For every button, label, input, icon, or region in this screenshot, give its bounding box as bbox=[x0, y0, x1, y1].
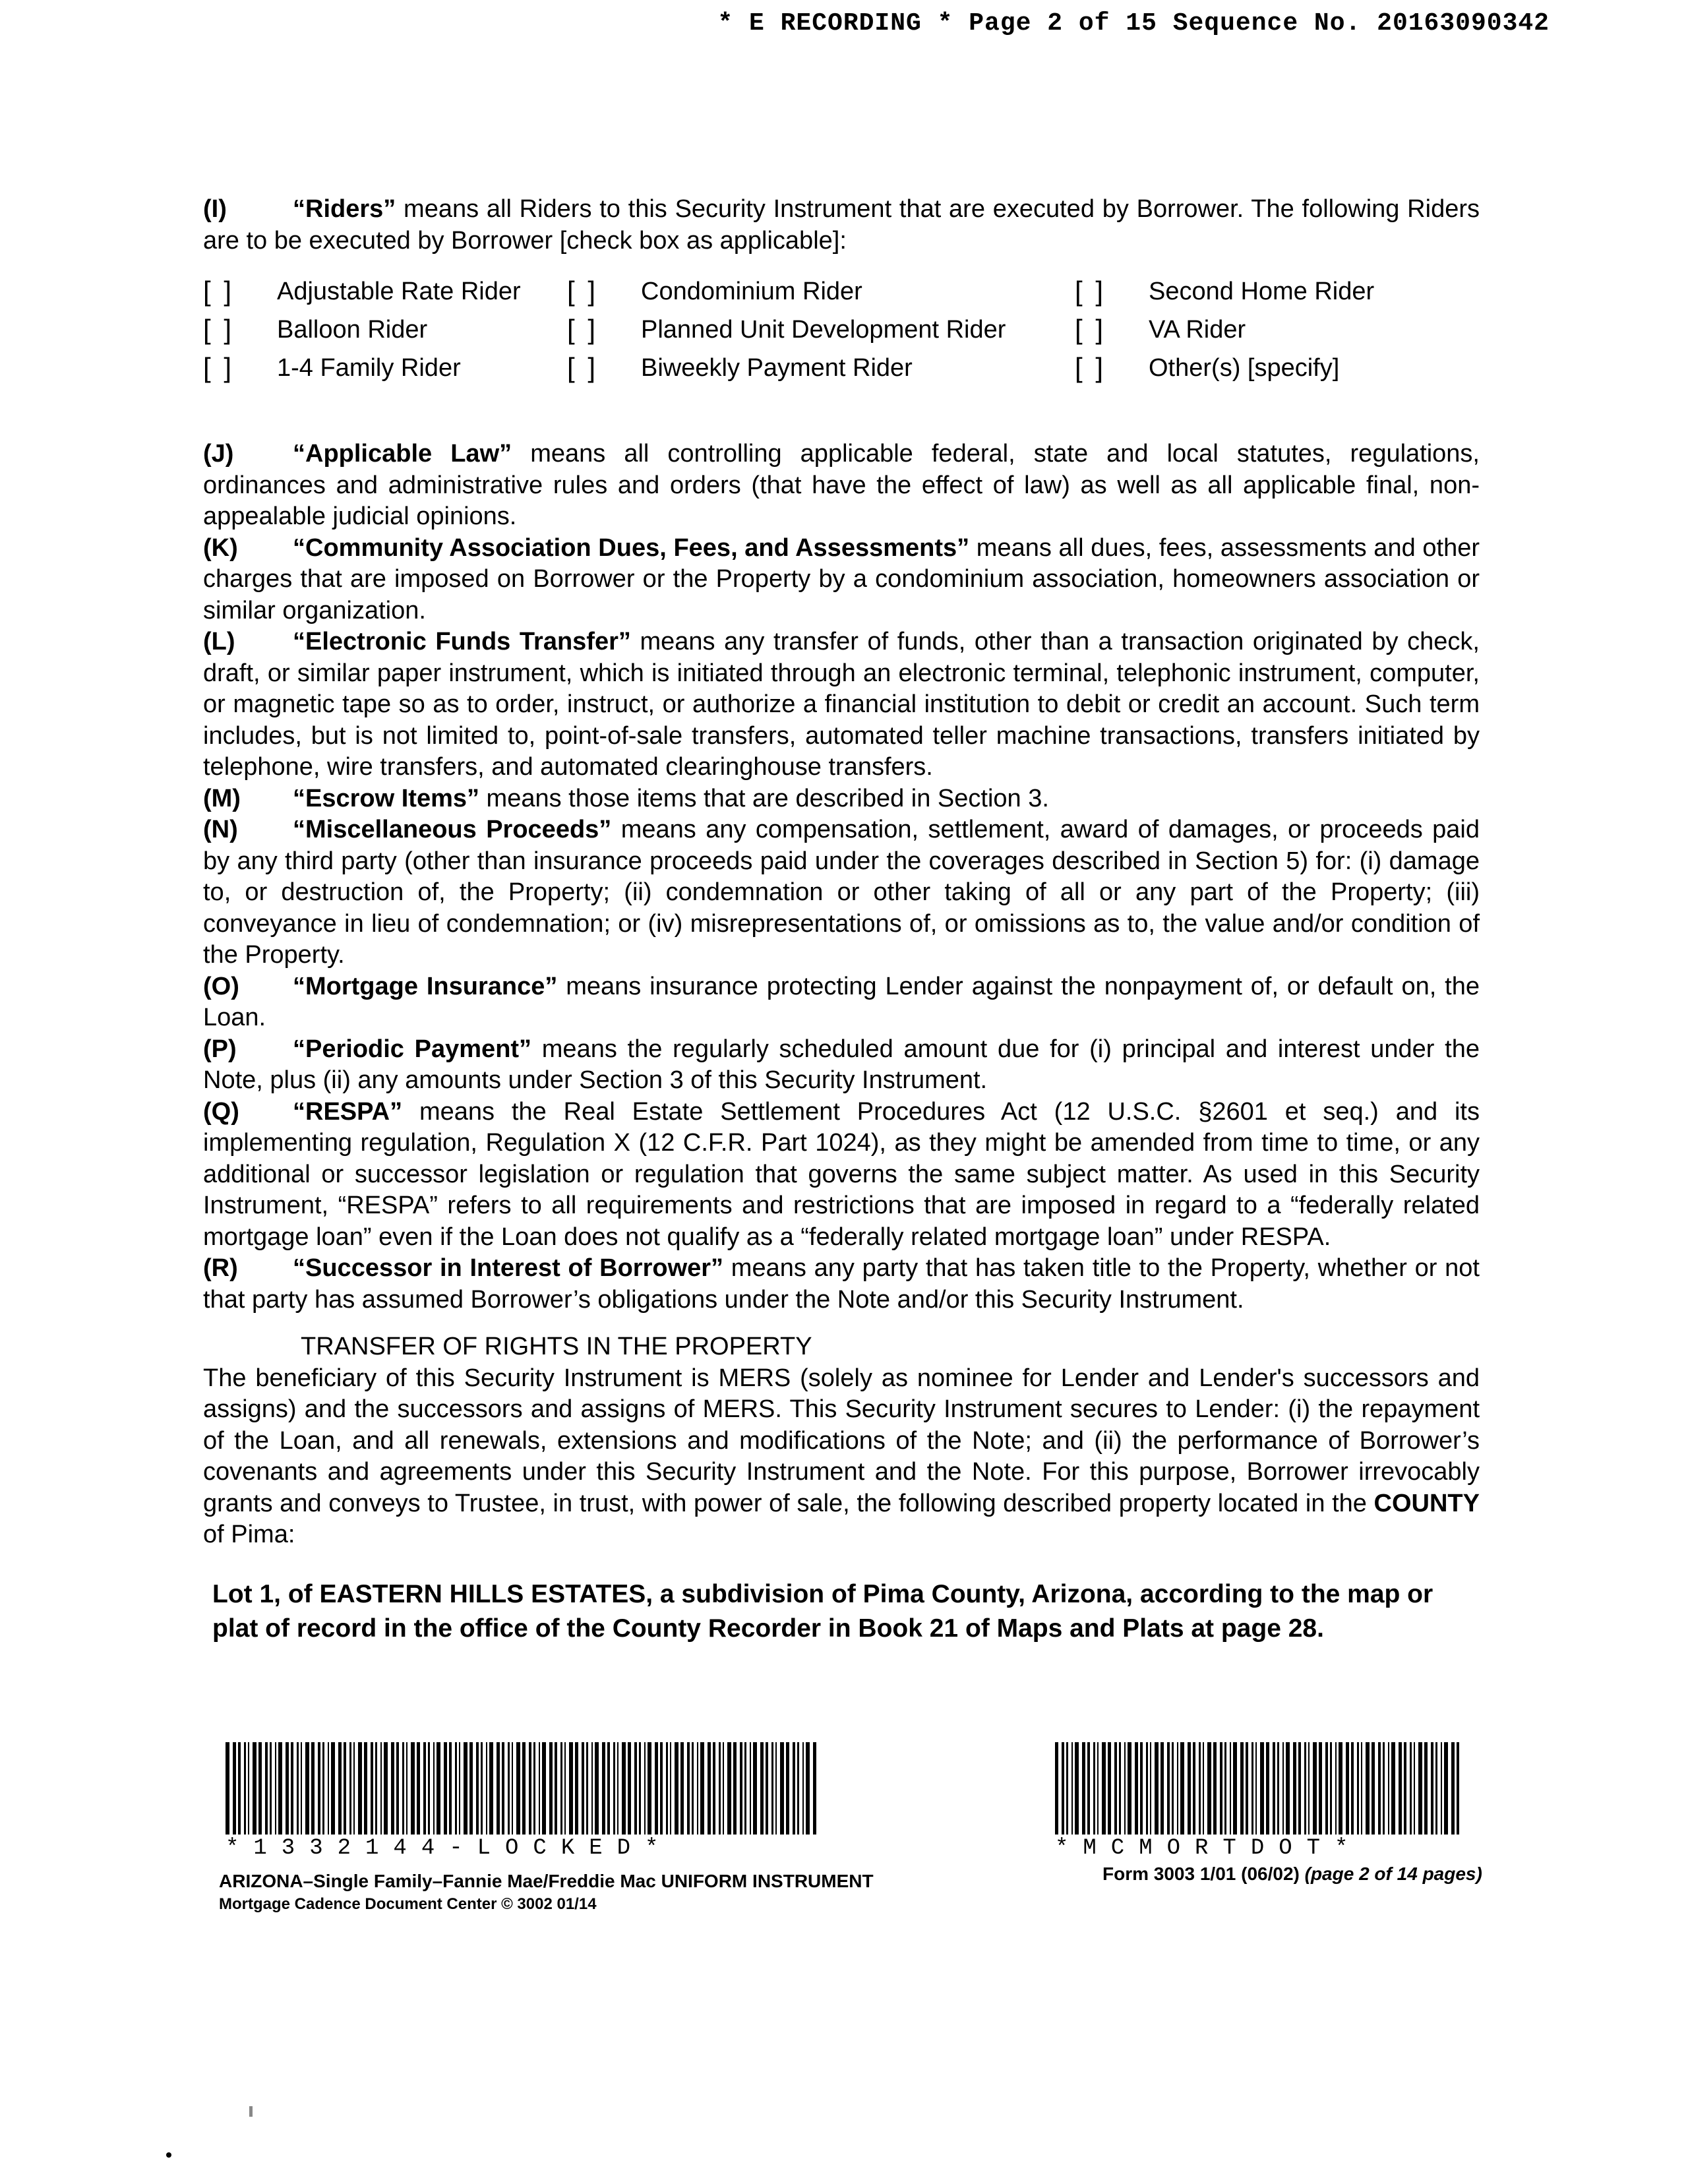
recording-header: * E RECORDING * Page 2 of 15 Sequence No. 20163090342 bbox=[717, 9, 1550, 38]
footer-form: Form 3003 1/01 (06/02) bbox=[1102, 1864, 1305, 1884]
section-heading: TRANSFER OF RIGHTS IN THE PROPERTY bbox=[301, 1333, 812, 1360]
barcode-bar bbox=[1444, 1742, 1448, 1835]
barcode-bar bbox=[1366, 1742, 1370, 1835]
barcode-bar bbox=[1313, 1742, 1317, 1835]
barcode-bar bbox=[1266, 1742, 1269, 1835]
barcode-bar bbox=[1404, 1742, 1406, 1835]
footer-page: (page 2 of 14 pages) bbox=[1304, 1864, 1482, 1884]
barcode-bar bbox=[248, 1742, 249, 1835]
barcode-bar bbox=[1391, 1742, 1395, 1835]
barcode-bar bbox=[1224, 1742, 1226, 1835]
definition-text: means the regularly scheduled amount due for (i) principal and interest under the Note, plus (ii) any amounts under Section 3 of this Security Instrument. bbox=[203, 1035, 1480, 1094]
barcode-bar bbox=[582, 1742, 584, 1835]
barcode-bar bbox=[265, 1742, 268, 1835]
barcode-bar bbox=[286, 1742, 289, 1835]
barcode-bar bbox=[375, 1742, 377, 1835]
barcode-right bbox=[1055, 1742, 1464, 1861]
barcode-bar bbox=[1177, 1742, 1178, 1835]
barcode-bar bbox=[733, 1742, 737, 1835]
rider-label: Planned Unit Development Rider bbox=[641, 316, 1006, 344]
definition-term: “Miscellaneous Proceeds” bbox=[293, 816, 612, 843]
barcode-bar bbox=[233, 1742, 236, 1835]
definition-item bbox=[203, 439, 1480, 533]
barcode-bar bbox=[331, 1742, 335, 1835]
barcode-bar bbox=[297, 1742, 299, 1835]
barcode-bar bbox=[508, 1742, 510, 1835]
barcode-bar bbox=[655, 1742, 658, 1835]
barcode-bar bbox=[516, 1742, 520, 1835]
barcode-bar bbox=[1286, 1742, 1290, 1835]
definition-letter: (M) bbox=[203, 784, 241, 812]
barcode-bar bbox=[1435, 1742, 1437, 1835]
barcode-bar bbox=[727, 1742, 731, 1835]
definition-term: “Community Association Dues, Fees, and Assessments” bbox=[293, 533, 970, 562]
rider-checkbox: [ ] bbox=[567, 314, 599, 345]
barcode-bar bbox=[1399, 1742, 1402, 1835]
barcode-bar bbox=[723, 1742, 724, 1835]
barcode-bar bbox=[1298, 1742, 1301, 1835]
barcode-bar bbox=[489, 1742, 493, 1835]
definition-term: “Periodic Payment” bbox=[293, 1035, 532, 1063]
footer-doc-center: Mortgage Cadence Document Center © 3002 01/14 bbox=[219, 1895, 597, 1913]
barcode-bar bbox=[1230, 1742, 1231, 1835]
barcode-bar bbox=[1451, 1742, 1455, 1835]
barcode-bar bbox=[1240, 1742, 1244, 1835]
definitions-list bbox=[203, 439, 1480, 1316]
barcode-bar bbox=[713, 1742, 715, 1835]
definition-text: means the Real Estate Settlement Procedures Act (12 U.S.C. §2601 et seq.) and its implementing regulation, Regulation X (12 C.F.R. Part 1024), as they might be amended from time to time, or any additional or successor legislation or regulation that governs the same subject matter. As used in this Security Instrument, “RESPA” refers to all requirements and restrictions that are imposed in regard to a “federally related mortgage loan” even if the Loan does not qualify as a “federally related mortgage loan” under RESPA. bbox=[203, 1097, 1480, 1251]
footer-left bbox=[219, 1869, 874, 1915]
barcode-bar bbox=[1378, 1742, 1381, 1835]
definition-item bbox=[203, 1253, 1480, 1316]
definition-item bbox=[203, 783, 1480, 815]
barcode-bar bbox=[753, 1742, 757, 1835]
barcode-bar bbox=[1457, 1742, 1459, 1835]
barcode-bar bbox=[1251, 1742, 1253, 1835]
barcode-bar bbox=[1124, 1742, 1126, 1835]
barcode-bar bbox=[1203, 1742, 1204, 1835]
barcode-bar bbox=[740, 1742, 742, 1835]
definition-term: “Successor in Interest of Borrower” bbox=[293, 1254, 724, 1282]
barcode-bar bbox=[708, 1742, 711, 1835]
barcode-bar bbox=[423, 1742, 426, 1835]
barcode-bar bbox=[1246, 1742, 1248, 1835]
definition-term: “RESPA” bbox=[293, 1097, 403, 1126]
barcode-bar bbox=[1255, 1742, 1257, 1835]
barcode-bar bbox=[1424, 1742, 1428, 1835]
barcode-bar bbox=[1293, 1742, 1296, 1835]
barcode-bar bbox=[766, 1742, 768, 1835]
barcode-bar bbox=[1361, 1742, 1362, 1835]
barcode-bar bbox=[449, 1742, 452, 1835]
rider-checkbox: [ ] bbox=[203, 314, 235, 345]
barcode-bar bbox=[1180, 1742, 1184, 1835]
rider-checkbox: [ ] bbox=[1075, 314, 1106, 345]
definition-item bbox=[203, 533, 1480, 627]
scan-speck bbox=[166, 2152, 171, 2158]
definition-letter: (P) bbox=[203, 1035, 237, 1063]
barcode-bar bbox=[459, 1742, 460, 1835]
barcode-bar bbox=[1260, 1742, 1264, 1835]
barcode-bar bbox=[628, 1742, 631, 1835]
rider-checkbox: [ ] bbox=[567, 276, 599, 307]
barcode-bar bbox=[1220, 1742, 1222, 1835]
barcode-bar bbox=[1282, 1742, 1284, 1835]
barcode-bar bbox=[411, 1742, 415, 1835]
barcode-bar bbox=[1383, 1742, 1385, 1835]
barcode-bar bbox=[1308, 1742, 1310, 1835]
rider-label: Biweekly Payment Rider bbox=[641, 354, 913, 382]
barcode-bar bbox=[744, 1742, 746, 1835]
barcode-bar bbox=[1372, 1742, 1375, 1835]
definition-item bbox=[203, 971, 1480, 1034]
barcode-bar bbox=[692, 1742, 694, 1835]
barcode-bar bbox=[1414, 1742, 1415, 1835]
barcode-bar bbox=[417, 1742, 420, 1835]
barcode-bar bbox=[1431, 1742, 1433, 1835]
barcode-bar bbox=[476, 1742, 479, 1835]
barcode-bar bbox=[384, 1742, 388, 1835]
barcode-bar bbox=[1335, 1742, 1337, 1835]
definition-letter: (O) bbox=[203, 972, 239, 1000]
barcode-bar bbox=[371, 1742, 373, 1835]
barcode-bar bbox=[1102, 1742, 1106, 1835]
barcode-bar bbox=[575, 1742, 578, 1835]
definition-item bbox=[203, 1097, 1480, 1254]
barcode-bar bbox=[497, 1742, 500, 1835]
barcode-left bbox=[226, 1742, 819, 1861]
definition-letter: (N) bbox=[203, 816, 238, 843]
barcode-bar bbox=[1155, 1742, 1159, 1835]
barcode-bar bbox=[1418, 1742, 1422, 1835]
rider-checkbox: [ ] bbox=[1075, 276, 1106, 307]
barcode-bar bbox=[270, 1742, 272, 1835]
barcode-bar bbox=[1114, 1742, 1117, 1835]
barcode-bar bbox=[1410, 1742, 1412, 1835]
rider-checkbox: [ ] bbox=[567, 352, 599, 383]
definition-term: “Electronic Funds Transfer” bbox=[293, 628, 631, 655]
definition-letter: (L) bbox=[203, 628, 235, 655]
barcode-bar bbox=[1093, 1742, 1095, 1835]
barcode-bar bbox=[564, 1742, 566, 1835]
document-body bbox=[203, 194, 1480, 1647]
definition-item bbox=[203, 626, 1480, 783]
definition-letter: (R) bbox=[203, 1254, 238, 1282]
barcode-bar bbox=[775, 1742, 777, 1835]
rider-label: Balloon Rider bbox=[277, 316, 428, 344]
rider-label: Adjustable Rate Rider bbox=[277, 278, 521, 305]
barcode-bar bbox=[1346, 1742, 1349, 1835]
barcode-bar bbox=[275, 1742, 276, 1835]
barcode-bar bbox=[700, 1742, 704, 1835]
definition-term: “Riders” bbox=[293, 195, 396, 223]
barcode-bar bbox=[1087, 1742, 1090, 1835]
barcode-bar bbox=[797, 1742, 799, 1835]
barcode-bar bbox=[1150, 1742, 1151, 1835]
definition-term: “Mortgage Insurance” bbox=[293, 972, 558, 1000]
definition-text: means all Riders to this Security Instrument that are executed by Borrower. The following Riders are to be executed by Borrower [check box as applicable]: bbox=[203, 195, 1480, 255]
barcode-bar bbox=[1199, 1742, 1201, 1835]
definition-text: means any party that has taken title to the Property, whether or not that party has assumed Borrower’s obligations under the Note and/or this Security Instrument. bbox=[203, 1254, 1480, 1314]
definition-item bbox=[203, 1034, 1480, 1097]
barcode-right-bars bbox=[1055, 1742, 1464, 1841]
rider-label: Second Home Rider bbox=[1149, 278, 1375, 305]
barcode-bar bbox=[322, 1742, 324, 1835]
barcode-right-text: *MCMORTDOT* bbox=[1055, 1836, 1363, 1861]
barcode-bar bbox=[539, 1742, 540, 1835]
barcode-bar bbox=[238, 1742, 241, 1835]
barcode-bar bbox=[349, 1742, 351, 1835]
barcode-bar bbox=[813, 1742, 816, 1835]
barcode-bar bbox=[1277, 1742, 1279, 1835]
barcode-bar bbox=[648, 1742, 651, 1835]
barcode-bar bbox=[1207, 1742, 1211, 1835]
barcode-bar bbox=[771, 1742, 773, 1835]
barcode-bar bbox=[1128, 1742, 1131, 1835]
definition-text: means insurance protecting Lender against the nonpayment of, or default on, the Loan. bbox=[203, 972, 1480, 1031]
definition-letter: (K) bbox=[203, 533, 238, 562]
barcode-bar bbox=[806, 1742, 810, 1835]
barcode-bar bbox=[522, 1742, 526, 1835]
rider-label: Condominium Rider bbox=[641, 278, 862, 305]
barcode-bar bbox=[802, 1742, 804, 1835]
barcode-bar bbox=[555, 1742, 557, 1835]
barcode-bar bbox=[502, 1742, 504, 1835]
barcode-bar bbox=[750, 1742, 751, 1835]
definition-text: means all dues, fees, assessments and other charges that are imposed on Borrower or the Property by a condominium association, homeowners association or similar organization. bbox=[203, 533, 1480, 624]
barcode-bar bbox=[486, 1742, 487, 1835]
barcode-bar bbox=[560, 1742, 562, 1835]
footer-instrument: ARIZONA–Single Family–Fannie Mae/Freddie Mac UNIFORM INSTRUMENT bbox=[219, 1871, 874, 1891]
barcode-bar bbox=[793, 1742, 795, 1835]
barcode-bar bbox=[780, 1742, 784, 1835]
barcode-bar bbox=[1071, 1742, 1073, 1835]
barcode-bar bbox=[1325, 1742, 1328, 1835]
barcode-bar bbox=[1055, 1742, 1058, 1835]
barcode-bar bbox=[1172, 1742, 1174, 1835]
barcode-bar bbox=[311, 1742, 315, 1835]
barcode-bar bbox=[529, 1742, 531, 1835]
barcode-bar bbox=[786, 1742, 789, 1835]
barcode-bar bbox=[533, 1742, 535, 1835]
definition-letter: (I) bbox=[203, 195, 227, 223]
barcode-bar bbox=[760, 1742, 764, 1835]
rider-label: 1-4 Family Rider bbox=[277, 354, 461, 382]
county-suffix: of Pima: bbox=[203, 1521, 295, 1548]
barcode-bar bbox=[364, 1742, 367, 1835]
barcode-bar bbox=[291, 1742, 293, 1835]
definition-term: “Applicable Law” bbox=[293, 440, 512, 468]
barcode-bar bbox=[358, 1742, 362, 1835]
definition-text: means any transfer of funds, other than a transaction originated by check, draft, or similar paper instrument, which is initiated through an electronic terminal, telephonic instrument, computer, or magnetic tape so as to order, instruct, or authorize a financial institution to debit or credit an account. Such term includes, but is not limited to, point-of-sale transfers, automated teller machine transactions, transfers initiated by telephone, wire transfers, and automated clearinghouse transfers. bbox=[203, 628, 1480, 781]
barcode-left-text: *1332144-LOCKED* bbox=[226, 1836, 673, 1861]
barcode-bar bbox=[1351, 1742, 1354, 1835]
barcode-bar bbox=[675, 1742, 678, 1835]
barcode-bar bbox=[1330, 1742, 1332, 1835]
barcode-bar bbox=[1339, 1742, 1342, 1835]
scan-speck bbox=[249, 2106, 253, 2117]
barcode-bar bbox=[719, 1742, 721, 1835]
barcode-bar bbox=[444, 1742, 447, 1835]
barcode-bar bbox=[244, 1742, 246, 1835]
barcode-bar bbox=[1075, 1742, 1079, 1835]
barcode-bar bbox=[687, 1742, 690, 1835]
barcode-bar bbox=[338, 1742, 342, 1835]
barcode-bar bbox=[549, 1742, 553, 1835]
riders-checklist bbox=[203, 272, 1480, 387]
barcode-left-bars bbox=[226, 1742, 819, 1841]
definition-text: means all controlling applicable federal, state and local statutes, regulations, ordinances and administrative rules and orders (that have the effect of law) as well as all applicable final, non-appealable judicial opinions. bbox=[203, 440, 1480, 530]
barcode-bar bbox=[301, 1742, 302, 1835]
barcode-bar bbox=[613, 1742, 615, 1835]
barcode-bar bbox=[353, 1742, 355, 1835]
barcode-bar bbox=[1108, 1742, 1111, 1835]
definition-text: means any compensation, settlement, award of damages, or proceeds paid by any third party (other than insurance proceeds paid under the coverages described in Section 5) for: (i) damage to, or destruction of, the Property; (ii) condemnation or other taking of all or any part of the Property; (iii) conveyance in lieu of condemnation; or (iv) misrepresentations of, or omissions as to, the value and/or condition of the Property. bbox=[203, 816, 1480, 969]
barcode-bar bbox=[1193, 1742, 1195, 1835]
barcode-bar bbox=[1066, 1742, 1068, 1835]
barcode-bar bbox=[380, 1742, 382, 1835]
barcode-bar bbox=[1140, 1742, 1143, 1835]
definition-letter: (J) bbox=[203, 440, 234, 468]
barcode-bar bbox=[697, 1742, 698, 1835]
barcode-bar bbox=[1388, 1742, 1389, 1835]
barcode-bar bbox=[569, 1742, 573, 1835]
rider-checkbox: [ ] bbox=[1075, 352, 1106, 383]
barcode-bar bbox=[1273, 1742, 1275, 1835]
barcode-bar bbox=[666, 1742, 668, 1835]
barcode-bar bbox=[455, 1742, 457, 1835]
barcode-bar bbox=[680, 1742, 684, 1835]
barcode-bar bbox=[1357, 1742, 1359, 1835]
barcode-bar bbox=[634, 1742, 637, 1835]
barcode-bar bbox=[1135, 1742, 1138, 1835]
barcode-bar bbox=[469, 1742, 473, 1835]
definition-term: “Escrow Items” bbox=[293, 784, 479, 812]
barcode-bar bbox=[542, 1742, 546, 1835]
barcode-bar bbox=[1119, 1742, 1121, 1835]
barcode-bar bbox=[1062, 1742, 1064, 1835]
transfer-text: The beneficiary of this Security Instrument is MERS (solely as nominee for Lender and Lender's successors and assigns) and the successors and assigns of MERS. This Security Instrument secures to Lender: (i) the repayment of the Loan, and all renewals, extensions and modifications of the Note; and (ii) the performance of Borrower’s covenants and agreements under this Security Instrument and the Note. For this purpose, Borrower irrevocably grants and conveys to Trustee, in trust, with power of sale, the following described property located in the bbox=[203, 1364, 1480, 1517]
barcode-bar bbox=[406, 1742, 407, 1835]
barcode-bar bbox=[1146, 1742, 1148, 1835]
barcode-bar bbox=[1304, 1742, 1306, 1835]
barcode-bar bbox=[660, 1742, 663, 1835]
barcode-bar bbox=[586, 1742, 588, 1835]
footer-right bbox=[1102, 1864, 1482, 1885]
barcode-bar bbox=[602, 1742, 605, 1835]
legal-description: Lot 1, of EASTERN HILLS ESTATES, a subdivision of Pima County, Arizona, according to the map or plat of record in the office of the County Recorder in Book 21 of Maps and Plats at page 28. bbox=[212, 1579, 1433, 1643]
barcode-bar bbox=[253, 1742, 256, 1835]
barcode-bar bbox=[1441, 1742, 1442, 1835]
barcode-bar bbox=[1167, 1742, 1170, 1835]
barcode-bar bbox=[512, 1742, 513, 1835]
barcode-bar bbox=[328, 1742, 329, 1835]
barcode-bar bbox=[639, 1742, 641, 1835]
barcode-bar bbox=[437, 1742, 440, 1835]
rider-checkbox: [ ] bbox=[203, 352, 235, 383]
barcode-bar bbox=[1188, 1742, 1191, 1835]
county-label: COUNTY bbox=[1373, 1489, 1480, 1517]
barcode-bar bbox=[1213, 1742, 1217, 1835]
barcode-bar bbox=[344, 1742, 346, 1835]
barcode-bar bbox=[464, 1742, 467, 1835]
barcode-bar bbox=[644, 1742, 646, 1835]
barcode-bar bbox=[1233, 1742, 1237, 1835]
barcode-bar bbox=[428, 1742, 430, 1835]
transfer-paragraph bbox=[203, 1363, 1480, 1551]
barcode-bar bbox=[402, 1742, 404, 1835]
definition-letter: (Q) bbox=[203, 1097, 239, 1126]
barcode-bar bbox=[617, 1742, 618, 1835]
barcode-bar bbox=[481, 1742, 483, 1835]
barcode-bar bbox=[258, 1742, 262, 1835]
barcode-bar bbox=[391, 1742, 394, 1835]
barcode-bar bbox=[1097, 1742, 1099, 1835]
barcode-bar bbox=[1160, 1742, 1164, 1835]
barcode-bar bbox=[1319, 1742, 1322, 1835]
rider-label: VA Rider bbox=[1149, 316, 1246, 344]
barcode-bar bbox=[1082, 1742, 1085, 1835]
barcode-bar bbox=[622, 1742, 626, 1835]
definition-riders bbox=[203, 194, 1480, 257]
barcode-bar bbox=[670, 1742, 671, 1835]
definition-item bbox=[203, 814, 1480, 971]
barcode-bar bbox=[396, 1742, 399, 1835]
definition-text: means those items that are described in Section 3. bbox=[479, 784, 1049, 812]
barcode-bar bbox=[318, 1742, 320, 1835]
barcode-bar bbox=[607, 1742, 610, 1835]
barcode-bar bbox=[591, 1742, 593, 1835]
barcode-bar bbox=[433, 1742, 435, 1835]
rider-label: Other(s) [specify] bbox=[1149, 354, 1340, 382]
barcode-bar bbox=[305, 1742, 309, 1835]
rider-checkbox: [ ] bbox=[203, 276, 235, 307]
barcode-bar bbox=[278, 1742, 282, 1835]
barcode-bar bbox=[226, 1742, 229, 1835]
barcode-bar bbox=[595, 1742, 599, 1835]
